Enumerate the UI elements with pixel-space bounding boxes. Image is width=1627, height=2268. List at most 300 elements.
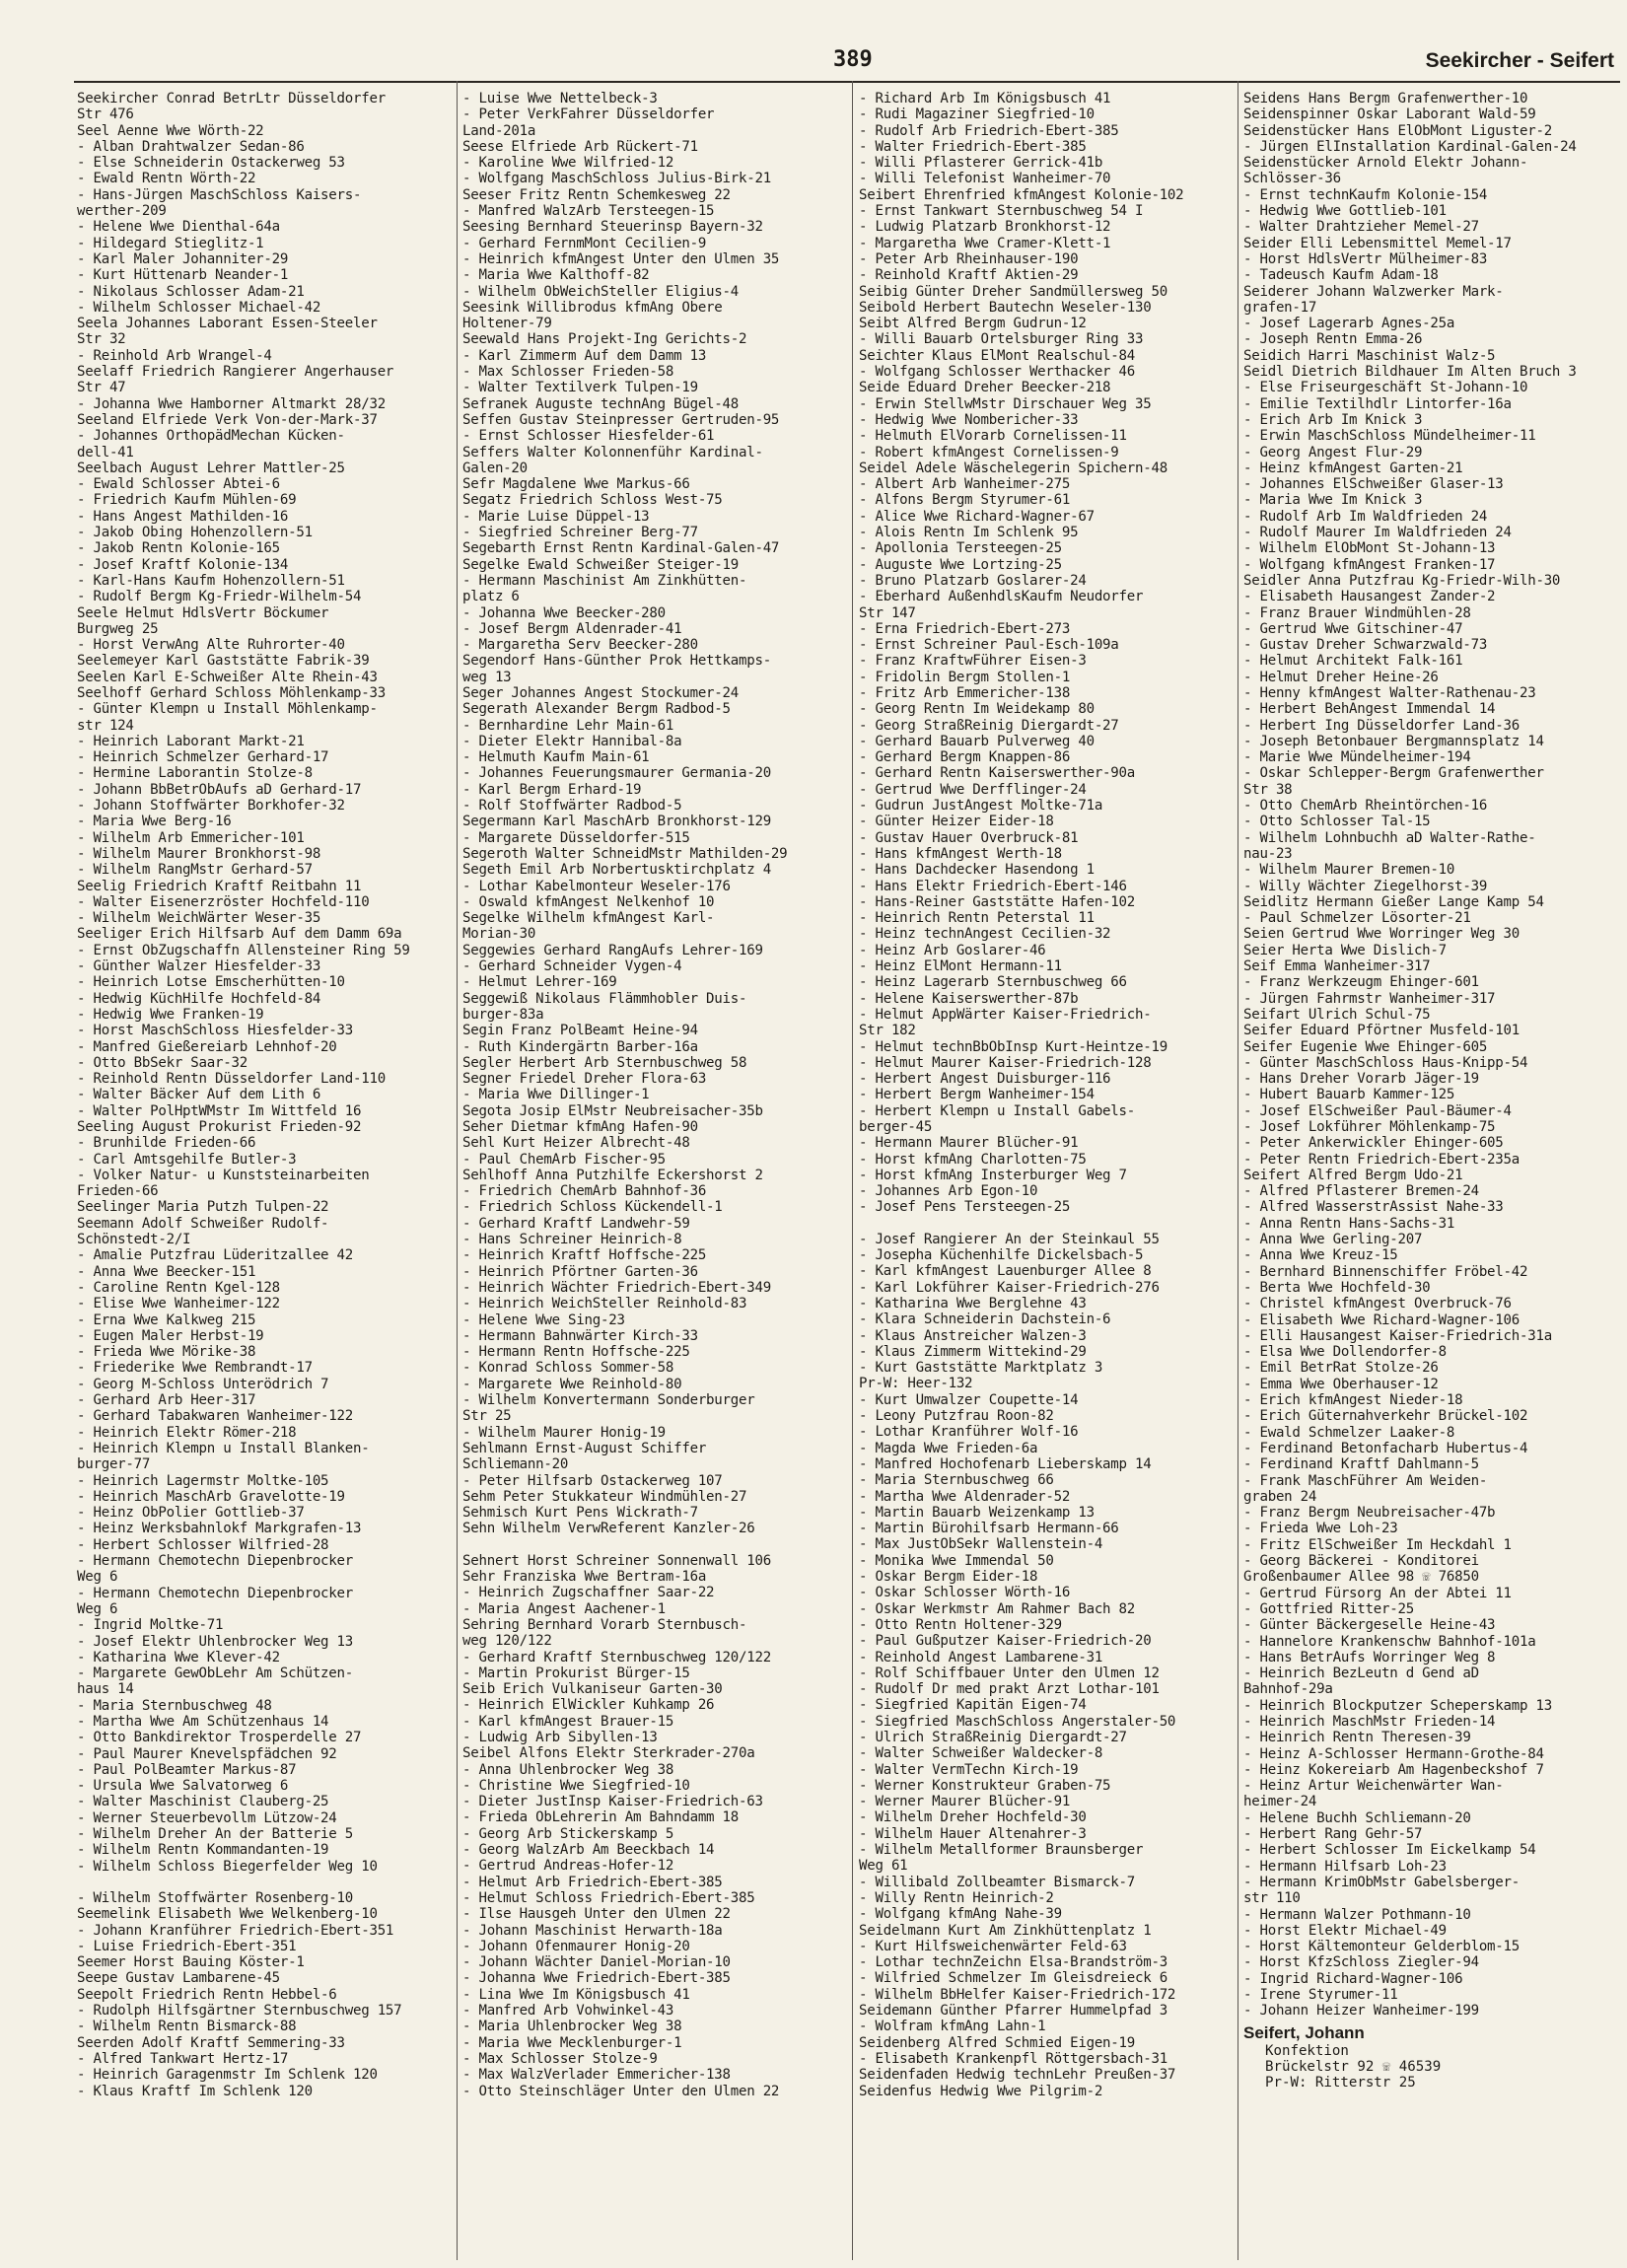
directory-entry: Galen-20 — [462, 460, 528, 476]
directory-entry: Seibt Alfred Bergm Gudrun-12 — [859, 316, 1087, 332]
directory-entry: - Willi Pflasterer Gerrick-41b — [859, 155, 1103, 172]
directory-entry: - Jakob Rentn Kolonie-165 — [77, 540, 280, 557]
directory-entry: - Joseph Betonbauer Bergmannsplatz 14 — [1243, 733, 1544, 749]
directory-entry: - Georg WalzArb Am Beeckbach 14 — [462, 1842, 715, 1859]
directory-entry: - Berta Wwe Hochfeld-30 — [1243, 1279, 1431, 1296]
directory-entry: - Martin Prokurist Bürger-15 — [462, 1665, 690, 1681]
directory-entry: - Ingrid Richard-Wagner-106 — [1243, 1970, 1463, 1987]
directory-entry: Seidich Harri Maschinist Walz-5 — [1243, 347, 1496, 364]
directory-entry: - Herbert Rang Gehr-57 — [1243, 1826, 1423, 1843]
directory-entry: Sehr Franziska Wwe Bertram-16a — [462, 1569, 707, 1586]
directory-entry: - Oskar Bergm Eider-18 — [859, 1569, 1038, 1586]
directory-entry: - Kurt Gaststätte Marktplatz 3 — [859, 1360, 1103, 1377]
directory-entry: - Johann Maschinist Herwarth-18a — [462, 1922, 723, 1939]
directory-entry: - Heinrich MaschArb Gravelotte-19 — [77, 1488, 345, 1505]
directory-entry: haus 14 — [77, 1681, 134, 1698]
directory-entry: - Hermann Rentn Hoffsche-225 — [462, 1344, 690, 1361]
directory-entry: - Elisabeth Krankenpfl Röttgersbach-31 — [859, 2050, 1167, 2067]
directory-entry: - Josef Pens Tersteegen-25 — [859, 1199, 1071, 1216]
directory-entry: - Franz Werkzeugm Ehinger-601 — [1243, 974, 1479, 991]
directory-entry: - Klara Schneiderin Dachstein-6 — [859, 1311, 1111, 1328]
directory-entry: - Günter MaschSchloss Haus-Knipp-54 — [1243, 1054, 1528, 1071]
directory-entry: - Hermann KrimObMstr Gabelsberger- — [1243, 1874, 1520, 1890]
directory-entry: Segerath Alexander Bergm Radbod-5 — [462, 701, 731, 718]
directory-entry: - Amalie Putzfrau Lüderitzallee 42 — [77, 1247, 353, 1264]
directory-entry: - Georg M-Schloss Unterödrich 7 — [77, 1376, 329, 1392]
directory-entry: - Werner Maurer Blücher-91 — [859, 1794, 1071, 1810]
directory-entry: - Otto Schlosser Tal-15 — [1243, 814, 1431, 830]
directory-entry: - Ulrich StraßReinig Diergardt-27 — [859, 1729, 1127, 1745]
directory-entry: - Friedrich Schloss Kückendell-1 — [462, 1199, 723, 1216]
directory-entry: - Dieter JustInsp Kaiser-Friedrich-63 — [462, 1794, 763, 1810]
directory-entry: Schliemann-20 — [462, 1456, 569, 1473]
directory-entry: berger-45 — [859, 1119, 933, 1135]
directory-entry: - Wolfram kfmAng Lahn-1 — [859, 2019, 1046, 2035]
directory-entry: - Peter VerkFahrer Düsseldorfer — [462, 106, 715, 123]
directory-entry: Segota Josip ElMstr Neubreisacher-35b — [462, 1102, 763, 1119]
directory-entry: Seggewiß Nikolaus Flämmhobler Duis- — [462, 990, 747, 1007]
directory-entry: Str 147 — [859, 604, 916, 621]
directory-entry: - Hildegard Stieglitz-1 — [77, 235, 264, 251]
directory-entry: - Helmuth ElVorarb Cornelissen-11 — [859, 428, 1127, 445]
directory-entry: - Karl kfmAngest Brauer-15 — [462, 1713, 674, 1730]
directory-entry: - Robert kfmAngest Cornelissen-9 — [859, 444, 1119, 461]
directory-entry: Seela Johannes Laborant Essen-Steeler — [77, 316, 378, 332]
directory-entry: - Heinz ObPolier Gottlieb-37 — [77, 1505, 305, 1522]
directory-entry: - Wilhelm Dreher Hochfeld-30 — [859, 1809, 1087, 1826]
directory-entry: dell-41 — [77, 444, 134, 461]
directory-entry: - Hans Dreher Vorarb Jäger-19 — [1243, 1071, 1479, 1088]
directory-entry: - Heinz Artur Weichenwärter Wan- — [1243, 1778, 1504, 1795]
directory-entry: - Johann Ofenmaurer Honig-20 — [462, 1938, 690, 1954]
directory-entry: Seese Elfriede Arb Rückert-71 — [462, 138, 698, 155]
directory-entry: Str 32 — [77, 331, 126, 348]
directory-entry: - Hermann Hilfsarb Loh-23 — [1243, 1858, 1447, 1875]
directory-entry: - Heinz technAngest Cecilien-32 — [859, 926, 1111, 943]
directory-entry: - Johann Heizer Wanheimer-199 — [1243, 2003, 1479, 2020]
directory-entry: Seerden Adolf Kraftf Semmering-33 — [77, 2034, 345, 2051]
directory-entry: - Günther Walzer Hiesfelder-33 — [77, 958, 321, 975]
directory-entry: - Hans Elektr Friedrich-Ebert-146 — [859, 878, 1127, 894]
directory-entry: Seidenstücker Hans ElObMont Liguster-2 — [1243, 122, 1552, 139]
directory-entry: - Henny kfmAngest Walter-Rathenau-23 — [1243, 684, 1536, 701]
directory-entry: Weg 61 — [859, 1858, 908, 1875]
directory-entry: - Otto ChemArb Rheintörchen-16 — [1243, 798, 1488, 815]
directory-entry: - Elisabeth Hausangest Zander-2 — [1243, 589, 1496, 605]
column-4-entries — [1243, 91, 1616, 2020]
directory-entry: - Walter Schweißer Waldecker-8 — [859, 1745, 1103, 1762]
directory-entry: Seesing Bernhard Steuerinsp Bayern-32 — [462, 219, 763, 236]
directory-entry: - Heinrich Zugschaffner Saar-22 — [462, 1585, 715, 1601]
directory-entry: Seifart Ulrich Schul-75 — [1243, 1006, 1431, 1023]
directory-entry: - Margarete Düsseldorfer-515 — [462, 829, 690, 846]
directory-entry: Seibert Ehrenfried kfmAngest Kolonie-102 — [859, 186, 1184, 203]
directory-entry: - Emilie Textilhdlr Lintorfer-16a — [1243, 395, 1512, 412]
directory-entry: - Helmut Maurer Kaiser-Friedrich-128 — [859, 1054, 1152, 1071]
directory-entry: - Horst Kältemonteur Gelderblom-15 — [1243, 1939, 1520, 1955]
directory-entry: Seffen Gustav Steinpresser Gertruden-95 — [462, 411, 780, 428]
directory-entry: - Peter Arb Rheinhauser-190 — [859, 250, 1079, 267]
directory-entry: - Rolf Schiffbauer Unter den Ulmen 12 — [859, 1665, 1160, 1681]
directory-entry: - Ilse Hausgeh Unter den Ulmen 22 — [462, 1906, 731, 1923]
directory-entry: Seepe Gustav Lambarene-45 — [77, 1970, 280, 1987]
directory-entry: - Wilfried Schmelzer Im Gleisdreieck 6 — [859, 1970, 1167, 1987]
directory-entry: - Siegfried Schreiner Berg-77 — [462, 525, 698, 541]
business-line: Konfektion — [1265, 2042, 1349, 2059]
directory-entry: Seidenfus Hedwig Wwe Pilgrim-2 — [859, 2083, 1103, 2099]
business-line: Brückelstr 92 ☏ 46539 — [1265, 2058, 1442, 2075]
directory-entry: - Paul ChemArb Fischer-95 — [462, 1151, 666, 1168]
directory-entry: - Hermann Maschinist Am Zinkhütten- — [462, 572, 747, 589]
directory-entry: - Emma Wwe Oberhauser-12 — [1243, 1376, 1439, 1392]
directory-entry: Seier Herta Wwe Dislich-7 — [1243, 942, 1447, 958]
directory-entry: - Marie Luise Düppel-13 — [462, 508, 650, 525]
directory-entry: - Franz Bergm Neubreisacher-47b — [1243, 1505, 1496, 1522]
directory-entry: - Hedwig Wwe Franken-19 — [77, 1006, 264, 1023]
directory-entry: Sehm Peter Stukkateur Windmühlen-27 — [462, 1488, 747, 1505]
directory-entry: - Anna Uhlenbrocker Weg 38 — [462, 1761, 674, 1778]
directory-entry: - Herbert Bergm Wanheimer-154 — [859, 1087, 1095, 1103]
directory-entry: - Brunhilde Frieden-66 — [77, 1135, 256, 1152]
directory-entry: - Nikolaus Schlosser Adam-21 — [77, 283, 305, 300]
directory-entry: - Margaretha Wwe Cramer-Klett-1 — [859, 235, 1111, 251]
directory-entry: - Klaus Anstreicher Walzen-3 — [859, 1327, 1087, 1344]
directory-entry: Seemann Adolf Schweißer Rudolf- — [77, 1215, 329, 1232]
directory-entry: - Georg Angest Flur-29 — [1243, 444, 1423, 461]
directory-entry: - Helene Buchh Schliemann-20 — [1243, 1809, 1471, 1826]
directory-entry: - Johannes Arb Egon-10 — [859, 1183, 1038, 1200]
directory-entry: graben 24 — [1243, 1488, 1317, 1505]
directory-entry: - Heinrich Laborant Markt-21 — [77, 733, 305, 749]
directory-entry: - Ursula Wwe Salvatorweg 6 — [77, 1778, 289, 1795]
directory-entry: - Rudolf Dr med prakt Arzt Lothar-101 — [859, 1681, 1160, 1698]
directory-entry: - Hans Schreiner Heinrich-8 — [462, 1232, 682, 1248]
directory-entry: - Elise Wwe Wanheimer-122 — [77, 1296, 280, 1312]
directory-entry: - Wilhelm Maurer Bronkhorst-98 — [77, 845, 321, 862]
directory-entry: Segelke Ewald Schweißer Steiger-19 — [462, 556, 739, 573]
directory-entry: - Hedwig Wwe Nombericher-33 — [859, 411, 1079, 428]
directory-entry: - Helmut Architekt Falk-161 — [1243, 653, 1463, 670]
directory-entry: - Reinhold Arb Wrangel-4 — [77, 347, 272, 364]
directory-entry: - Josef Kraftf Kolonie-134 — [77, 556, 289, 573]
directory-entry: Sehnert Horst Schreiner Sonnenwall 106 — [462, 1552, 771, 1569]
directory-entry: Seidenspinner Oskar Laborant Wald-59 — [1243, 106, 1536, 123]
directory-entry: - Katharina Wwe Klever-42 — [77, 1649, 280, 1666]
directory-entry: - Jürgen ElInstallation Kardinal-Galen-24 — [1243, 138, 1577, 155]
directory-entry: - Johannes Feuerungsmaurer Germania-20 — [462, 765, 771, 782]
directory-entry: - Manfred WalzArb Tersteegen-15 — [462, 203, 715, 220]
directory-entry: - Caroline Rentn Kgel-128 — [77, 1279, 280, 1296]
directory-entry: - Auguste Wwe Lortzing-25 — [859, 556, 1062, 573]
directory-entry: - Wilhelm Schloss Biegerfelder Weg 10 — [77, 1858, 378, 1875]
directory-entry: - Alois Rentn Im Schlenk 95 — [859, 525, 1079, 541]
directory-entry: - Horst kfmAng Charlotten-75 — [859, 1151, 1087, 1168]
directory-entry: - Heinrich Lotse Emscherhütten-10 — [77, 974, 345, 991]
directory-entry: - Günter Klempn u Install Möhlenkamp- — [77, 701, 378, 718]
directory-entry: - Heinrich Elektr Römer-218 — [77, 1424, 297, 1441]
directory-entry: - Ernst ObZugschaffn Allensteiner Ring 59 — [77, 942, 410, 958]
directory-entry: - Willibald Zollbeamter Bismarck-7 — [859, 1874, 1135, 1890]
directory-entry: - Georg Rentn Im Weidekamp 80 — [859, 701, 1095, 718]
directory-entry: - Otto Steinschläger Unter den Ulmen 22 — [462, 2083, 780, 2099]
directory-entry: Seidenfaden Hedwig technLehr Preußen-37 — [859, 2067, 1176, 2084]
directory-entry: - Anna Wwe Beecker-151 — [77, 1263, 256, 1280]
directory-entry: - Friedrich ChemArb Bahnhof-36 — [462, 1183, 707, 1200]
directory-entry: Seewald Hans Projekt-Ing Gerichts-2 — [462, 331, 747, 348]
directory-entry: - Ewald Schmelzer Laaker-8 — [1243, 1424, 1455, 1441]
directory-entry: - Rudolf Arb Im Waldfrieden 24 — [1243, 508, 1488, 525]
directory-entry: - Karl-Hans Kaufm Hohenzollern-51 — [77, 572, 345, 589]
directory-entry: - Johannes ElSchweißer Glaser-13 — [1243, 476, 1504, 493]
directory-entry: - Johanna Wwe Hamborner Altmarkt 28/32 — [77, 395, 386, 412]
directory-entry: nau-23 — [1243, 845, 1293, 862]
directory-entry: - Gerhard Schneider Vygen-4 — [462, 958, 682, 975]
directory-entry: - Eberhard AußenhdlsKaufm Neudorfer — [859, 589, 1144, 605]
directory-entry: - Franz Brauer Windmühlen-28 — [1243, 604, 1471, 621]
directory-entry: - Margarete GewObLehr Am Schützen- — [77, 1666, 353, 1682]
directory-entry: - Friederike Wwe Rembrandt-17 — [77, 1360, 313, 1377]
directory-entry: - Heinrich WeichSteller Reinhold-83 — [462, 1296, 747, 1312]
directory-entry: - Elisabeth Wwe Richard-Wagner-106 — [1243, 1311, 1520, 1328]
directory-entry: - Hubert Bauarb Kammer-125 — [1243, 1087, 1455, 1103]
directory-entry: Segendorf Hans-Günther Prok Hettkamps- — [462, 653, 771, 670]
directory-entry: - Walter Maschinist Clauberg-25 — [77, 1794, 329, 1810]
directory-entry: - Ferdinand Kraftf Dahlmann-5 — [1243, 1456, 1479, 1473]
directory-entry: - Otto Rentn Holtener-329 — [859, 1616, 1062, 1633]
directory-entry: Holtener-79 — [462, 316, 552, 332]
directory-entry: - Margaretha Serv Beecker-280 — [462, 637, 698, 654]
directory-entry: Seeland Elfriede Verk Von-der-Mark-37 — [77, 411, 378, 428]
directory-entry: - Maria Uhlenbrocker Weg 38 — [462, 2019, 682, 2035]
directory-entry: Segler Herbert Arb Sternbuschweg 58 — [462, 1054, 747, 1071]
directory-entry: - Gustav Dreher Schwarzwald-73 — [1243, 637, 1488, 654]
directory-entry: - Ewald Rentn Wörth-22 — [77, 171, 256, 187]
directory-entry: - Rudolf Maurer Im Waldfrieden 24 — [1243, 525, 1512, 541]
directory-entry: - Karoline Wwe Wilfried-12 — [462, 155, 674, 172]
directory-entry: - Heinz Kokereiarb Am Hagenbeckshof 7 — [1243, 1761, 1544, 1778]
directory-entry: Sefr Magdalene Wwe Markus-66 — [462, 476, 690, 493]
directory-entry: - Werner Konstrukteur Graben-75 — [859, 1777, 1111, 1794]
directory-entry: Seelbach August Lehrer Mattler-25 — [77, 460, 345, 476]
directory-entry: Seidlitz Hermann Gießer Lange Kamp 54 — [1243, 893, 1544, 910]
directory-entry: - Gertrud Fürsorg An der Abtei 11 — [1243, 1585, 1512, 1601]
directory-entry: - Willi Bauarb Ortelsburger Ring 33 — [859, 331, 1144, 348]
directory-column-1 — [77, 91, 450, 2255]
directory-entry: - Josepha Küchenhilfe Dickelsbach-5 — [859, 1247, 1144, 1264]
directory-entry: - Frieda Wwe Loh-23 — [1243, 1521, 1398, 1537]
directory-entry: - Walter VermTechn Kirch-19 — [859, 1761, 1079, 1778]
directory-entry: - Heinrich Blockputzer Scheperskamp 13 — [1243, 1697, 1552, 1714]
directory-entry: - Wilhelm ElObMont St-Johann-13 — [1243, 540, 1496, 557]
directory-entry: - Anna Wwe Kreuz-15 — [1243, 1247, 1398, 1264]
directory-entry: Seifer Eugenie Wwe Ehinger-605 — [1243, 1038, 1488, 1055]
directory-entry: - Heinrich kfmAngest Unter den Ulmen 35 — [462, 250, 780, 267]
directory-entry: - Anna Rentn Hans-Sachs-31 — [1243, 1215, 1455, 1232]
directory-entry: - Helmut Arb Friedrich-Ebert-385 — [462, 1874, 723, 1890]
directory-entry: - Bruno Platzarb Goslarer-24 — [859, 572, 1087, 589]
directory-entry: - Hermann Maurer Blücher-91 — [859, 1135, 1079, 1152]
directory-entry: - Kurt Hüttenarb Neander-1 — [77, 267, 289, 284]
directory-entry: weg 13 — [462, 669, 512, 685]
directory-entry: - Herbert Schlosser Wilfried-28 — [77, 1536, 329, 1553]
directory-entry: - Heinrich Klempn u Install Blanken- — [77, 1440, 370, 1456]
directory-entry: burger-83a — [462, 1006, 544, 1023]
directory-entry: - Marie Wwe Mündelheimer-194 — [1243, 749, 1471, 766]
directory-entry: Seeliger Erich Hilfsarb Auf dem Damm 69a — [77, 926, 402, 943]
directory-entry: - Manfred Gießereiarb Lehnhof-20 — [77, 1038, 337, 1055]
column-gap — [77, 1875, 450, 1890]
directory-entry: Sehlhoff Anna Putzhilfe Eckershorst 2 — [462, 1167, 763, 1183]
directory-entry: - Otto BbSekr Saar-32 — [77, 1054, 248, 1071]
directory-entry: - Reinhold Kraftf Aktien-29 — [859, 267, 1079, 284]
directory-entry: - Maria Wwe Mecklenburger-1 — [462, 2034, 682, 2051]
directory-entry: - Heinz ElMont Hermann-11 — [859, 958, 1062, 975]
directory-entry: Bahnhof-29a — [1243, 1681, 1333, 1698]
directory-entry: - Ernst Schreiner Paul-Esch-109a — [859, 637, 1119, 654]
directory-entry: - Apollonia Tersteegen-25 — [859, 540, 1062, 557]
directory-entry: - Dieter Elektr Hannibal-8a — [462, 733, 682, 749]
directory-entry: Seidemann Günther Pfarrer Hummelpfad 3 — [859, 2003, 1167, 2020]
directory-entry: - Johanna Wwe Beecker-280 — [462, 604, 666, 621]
business-listing — [1243, 2023, 1616, 2091]
directory-entry: - Manfred Hochofenarb Lieberskamp 14 — [859, 1455, 1152, 1472]
directory-entry: - Herbert BehAngest Immendal 14 — [1243, 701, 1496, 718]
directory-entry: - Katharina Wwe Berglehne 43 — [859, 1295, 1087, 1311]
directory-entry: weg 120/122 — [462, 1633, 552, 1650]
directory-entry: Seelhoff Gerhard Schloss Möhlenkamp-33 — [77, 684, 386, 701]
directory-entry: Seemelink Elisabeth Wwe Welkenberg-10 — [77, 1906, 378, 1923]
page-header — [74, 47, 1622, 81]
directory-entry: - Gottfried Ritter-25 — [1243, 1600, 1414, 1617]
directory-entry: - Wolfgang kfmAng Nahe-39 — [859, 1906, 1062, 1923]
directory-entry: Seher Dietmar kfmAng Hafen-90 — [462, 1119, 698, 1135]
directory-entry: - Horst Elektr Michael-49 — [1243, 1922, 1447, 1939]
directory-entry: - Gerhard Bergm Knappen-86 — [859, 749, 1071, 766]
directory-entry: - Heinz Arb Goslarer-46 — [859, 942, 1046, 958]
directory-entry: - Erwin MaschSchloss Mündelheimer-11 — [1243, 428, 1536, 445]
directory-entry: - Helene Wwe Dienthal-64a — [77, 219, 280, 236]
directory-entry: - Reinhold Angest Lambarene-31 — [859, 1649, 1103, 1666]
directory-entry: - Martha Wwe Am Schützenhaus 14 — [77, 1713, 329, 1730]
directory-entry: - Helmut Schloss Friedrich-Ebert-385 — [462, 1889, 755, 1906]
directory-entry: - Erna Wwe Kalkweg 215 — [77, 1311, 256, 1328]
directory-entry: - Heinrich ElWickler Kuhkamp 26 — [462, 1697, 715, 1714]
directory-entry: - Wilhelm WeichWärter Weser-35 — [77, 910, 321, 927]
directory-entry: - Willy Wächter Ziegelhorst-39 — [1243, 878, 1488, 894]
directory-entry: - Ludwig Platzarb Bronkhorst-12 — [859, 219, 1111, 236]
directory-entry: Seeser Fritz Rentn Schemkesweg 22 — [462, 186, 731, 203]
directory-entry: - Gerhard Kraftf Sternbuschweg 120/122 — [462, 1649, 771, 1666]
directory-entry: - Fritz Arb Emmericher-138 — [859, 684, 1071, 701]
directory-entry: - Wilhelm Rentn Bismarck-88 — [77, 2019, 297, 2035]
directory-entry: - Erich Arb Im Knick 3 — [1243, 411, 1423, 428]
directory-entry: Seider Elli Lebensmittel Memel-17 — [1243, 235, 1512, 251]
directory-column-2 — [462, 91, 835, 2255]
directory-entry: - Oskar Werkmstr Am Rahmer Bach 82 — [859, 1600, 1135, 1617]
directory-entry: - Hermann Bahnwärter Kirch-33 — [462, 1327, 698, 1344]
directory-entry: - Josef Lagerarb Agnes-25a — [1243, 316, 1455, 332]
directory-entry: - Johann Wächter Daniel-Morian-10 — [462, 1954, 731, 1971]
directory-entry: Seibel Alfons Elektr Sterkrader-270a — [462, 1745, 755, 1762]
directory-entry: Str 47 — [77, 380, 126, 396]
directory-entry: - Gertrud Andreas-Hofer-12 — [462, 1858, 674, 1875]
directory-entry: - Helene Kaiserswerther-87b — [859, 990, 1079, 1007]
directory-entry: Str 38 — [1243, 781, 1293, 798]
directory-entry: - Helmut Lehrer-169 — [462, 974, 617, 991]
directory-entry: Seifert Alfred Bergm Udo-21 — [1243, 1167, 1463, 1183]
directory-entry: - Gerhard FernmMont Cecilien-9 — [462, 235, 707, 251]
directory-entry: - Josef Rangierer An der Steinkaul 55 — [859, 1231, 1160, 1247]
directory-entry: - Oswald kfmAngest Nelkenhof 10 — [462, 893, 715, 910]
directory-entry: Seidl Dietrich Bildhauer Im Alten Bruch 3 — [1243, 364, 1577, 381]
directory-entry: - Willi Telefonist Wanheimer-70 — [859, 171, 1111, 187]
directory-entry: - Max WalzVerlader Emmericher-138 — [462, 2067, 731, 2084]
directory-entry: - Georg StraßReinig Diergardt-27 — [859, 717, 1119, 734]
directory-entry: Burgweg 25 — [77, 620, 159, 637]
directory-entry: - Paul PolBeamter Markus-87 — [77, 1761, 297, 1778]
directory-entry: - Herbert Schlosser Im Eickelkamp 54 — [1243, 1842, 1536, 1859]
directory-entry: - Wilhelm Konvertermann Sonderburger — [462, 1392, 755, 1409]
directory-entry: - Monika Wwe Immendal 50 — [859, 1552, 1054, 1569]
directory-entry: - Rudolf Arb Friedrich-Ebert-385 — [859, 122, 1119, 139]
directory-entry: - Ernst Schlosser Hiesfelder-61 — [462, 428, 715, 445]
directory-entry: - Gerhard Rentn Kaiserswerther-90a — [859, 765, 1135, 782]
column-gap — [859, 1216, 1232, 1232]
directory-entry: - Gustav Hauer Overbruck-81 — [859, 829, 1079, 846]
directory-entry: - Rudolf Bergm Kg-Friedr-Wilhelm-54 — [77, 589, 362, 605]
directory-entry: Segatz Friedrich Schloss West-75 — [462, 492, 723, 509]
directory-entry: Weg 6 — [77, 1600, 118, 1617]
directory-entry: Seidenberg Alfred Schmied Eigen-19 — [859, 2034, 1135, 2051]
directory-entry: - Maria Wwe Kalthoff-82 — [462, 267, 650, 284]
directory-entry: Sehlmann Ernst-August Schiffer — [462, 1440, 707, 1456]
directory-entry: - Erich kfmAngest Nieder-18 — [1243, 1392, 1463, 1409]
directory-entry: - Fridolin Bergm Stollen-1 — [859, 669, 1071, 685]
directory-entry: Seelig Friedrich Kraftf Reitbahn 11 — [77, 878, 362, 894]
directory-entry: - Horst HdlsVertr Mülheimer-83 — [1243, 250, 1488, 267]
directory-entry: - Johann BbBetrObAufs aD Gerhard-17 — [77, 781, 362, 798]
directory-entry: Land-201a — [462, 122, 536, 139]
directory-entry: - Volker Natur- u Kunststeinarbeiten — [77, 1167, 370, 1183]
directory-entry: - Maria Angest Aachener-1 — [462, 1600, 666, 1617]
directory-entry: - Albert Arb Wanheimer-275 — [859, 476, 1071, 493]
directory-entry: - Wilhelm ObWeichSteller Eligius-4 — [462, 283, 739, 300]
directory-entry: - Christine Wwe Siegfried-10 — [462, 1777, 690, 1794]
directory-entry: Seelaff Friedrich Rangierer Angerhauser — [77, 364, 394, 381]
directory-entry: Sehl Kurt Heizer Albrecht-48 — [462, 1135, 690, 1152]
directory-entry: Segin Franz PolBeamt Heine-94 — [462, 1023, 698, 1039]
directory-entry: - Josef ElSchweißer Paul-Bäumer-4 — [1243, 1102, 1512, 1119]
directory-entry: - Hedwig Wwe Gottlieb-101 — [1243, 203, 1447, 220]
directory-entry: - Ruth Kindergärtn Barber-16a — [462, 1038, 698, 1055]
directory-entry: Seibold Herbert Bautechn Weseler-130 — [859, 299, 1152, 316]
directory-entry: - Gerhard Arb Heer-317 — [77, 1392, 256, 1409]
directory-entry: heimer-24 — [1243, 1794, 1317, 1810]
directory-entry: Seidelmann Kurt Am Zinkhüttenplatz 1 — [859, 1922, 1152, 1939]
directory-entry: - Maria Wwe Dillinger-1 — [462, 1087, 650, 1103]
directory-entry: Sehn Wilhelm VerwReferent Kanzler-26 — [462, 1521, 755, 1537]
directory-entry: - Heinrich Garagenmstr Im Schlenk 120 — [77, 2067, 378, 2084]
directory-entry: - Hans-Jürgen MaschSchloss Kaisers- — [77, 186, 362, 203]
directory-entry: Seiderer Johann Walzwerker Mark- — [1243, 283, 1504, 300]
directory-entry: - Maria Wwe Berg-16 — [77, 814, 232, 830]
directory-entry: Sehring Bernhard Vorarb Sternbusch- — [462, 1616, 747, 1633]
directory-entry: - Peter Rentn Friedrich-Ebert-235a — [1243, 1151, 1520, 1168]
directory-entry: werther-209 — [77, 203, 167, 220]
directory-entry: Segeth Emil Arb Norbertusktirchplatz 4 — [462, 862, 771, 879]
directory-entry: - Klaus Zimmerm Wittekind-29 — [859, 1343, 1087, 1360]
directory-entry: - Walter PolHptWMstr Im Wittfeld 16 — [77, 1102, 362, 1119]
